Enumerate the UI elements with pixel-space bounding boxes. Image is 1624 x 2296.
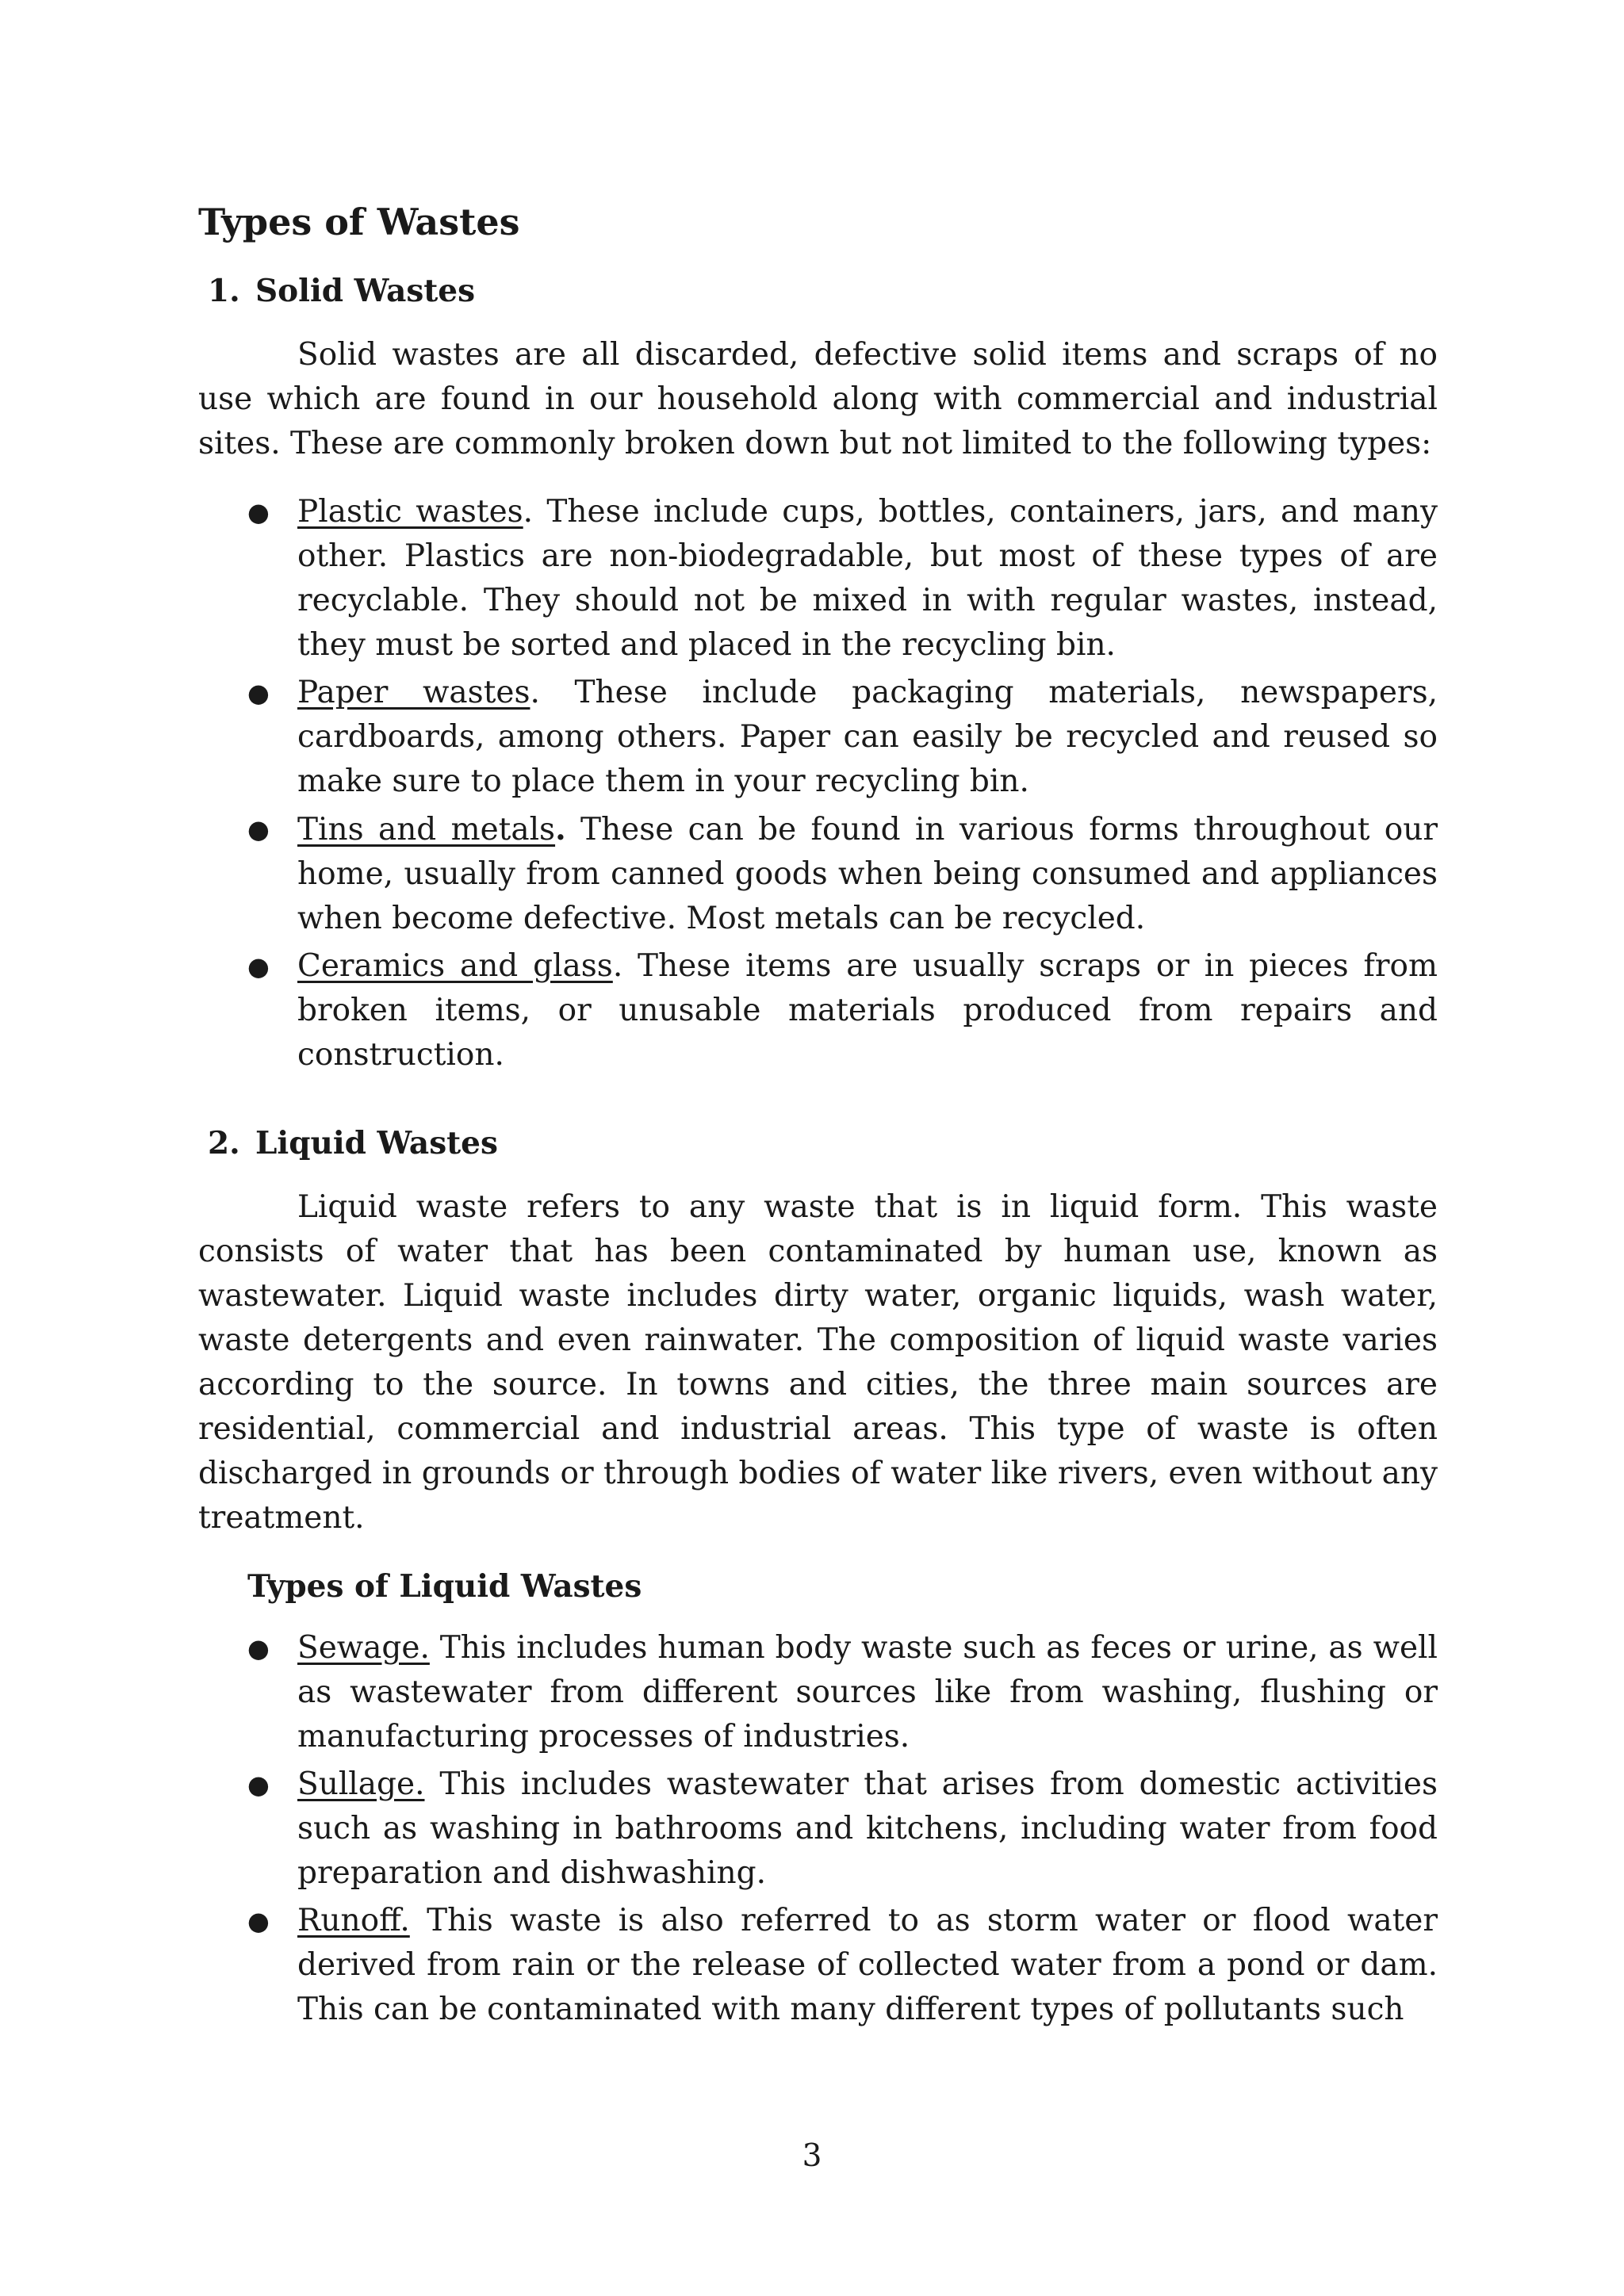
list-item-text: These include packaging materials, newspapers, cardboards, among others. Paper can easily be recycled and reused so make sure to place them in your recycling bin. bbox=[297, 675, 1438, 799]
list-item bbox=[198, 1626, 1438, 1759]
list-item-sep: . bbox=[523, 494, 534, 530]
solid-wastes-intro: Solid wastes are all discarded, defective solid items and scraps of no use which are found in our household along with commercial and industrial sites. These are commonly broken down but not limited to the following types: bbox=[198, 337, 1438, 461]
liquid-wastes-intro: Liquid waste refers to any waste that is in liquid form. This waste consists of water that has been contaminated by human use, known as wastewater. Liquid waste includes dirty water, organic liquids, wash water, waste detergents and even rainwater. The composition of liquid waste varies according to the source. In towns and cities, the three main sources are residential, commercial and industrial areas. This type of waste is often discharged in grounds or through bodies of water like rivers, even without any treatment. bbox=[198, 1189, 1438, 1536]
bullet-icon: ● bbox=[247, 1906, 270, 1936]
list-item-text: This includes human body waste such as feces or urine, as well as wastewater from different sources like from washing, flushing or manufacturing processes of industries. bbox=[297, 1630, 1438, 1755]
list-item-term: Runoff. bbox=[297, 1903, 410, 1938]
list-item-text: These include cups, bottles, containers, jars, and many other. Plastics are non-biodegradable, but most of these types of are recyclable. They should not be mixed in with regular wastes, instead, they must be sorted and placed in the recycling bin. bbox=[297, 494, 1438, 663]
section-title: Solid Wastes bbox=[255, 273, 476, 309]
liquid-wastes-subheading: Types of Liquid Wastes bbox=[247, 1568, 642, 1605]
list-item-sep: . bbox=[612, 948, 623, 984]
bullet-icon: ● bbox=[247, 1770, 270, 1800]
section-spacer bbox=[198, 1081, 1438, 1122]
solid-wastes-list bbox=[198, 490, 1438, 1077]
list-item-text: These can be found in various forms throughout our home, usually from canned goods when being consumed and appliances when become defective. Most metals can be recycled. bbox=[297, 812, 1438, 936]
list-item-term: Sewage. bbox=[297, 1630, 430, 1666]
list-item bbox=[198, 944, 1438, 1077]
section-title: Liquid Wastes bbox=[255, 1125, 498, 1161]
list-item-sep: . bbox=[530, 675, 540, 710]
list-item-term: Ceramics and glass bbox=[297, 948, 613, 984]
list-item-term: Plastic wastes bbox=[297, 494, 523, 530]
bullet-icon: ● bbox=[247, 497, 270, 527]
bullet-icon: ● bbox=[247, 814, 270, 844]
list-item-text: This includes wastewater that arises from domestic activities such as washing in bathrooms and kitchens, including water from food preparation and dishwashing. bbox=[297, 1766, 1438, 1891]
list-item bbox=[198, 490, 1438, 668]
section-heading-solid-wastes bbox=[208, 270, 1438, 312]
bullet-icon: ● bbox=[247, 1633, 270, 1663]
page-number: 3 bbox=[802, 2138, 822, 2174]
list-item-text: These items are usually scraps or in pieces from broken items, or unusable materials produced from repairs and construction. bbox=[297, 948, 1438, 1073]
list-item-term: Paper wastes bbox=[297, 675, 530, 710]
bullet-icon: ● bbox=[247, 678, 270, 708]
page-title: Types of Wastes bbox=[198, 201, 520, 243]
list-item bbox=[198, 807, 1438, 941]
liquid-wastes-list bbox=[198, 1626, 1438, 2032]
bullet-icon: ● bbox=[247, 951, 270, 982]
list-item-term: Tins and metals bbox=[297, 812, 556, 848]
list-item-text: This waste is also referred to as storm water or flood water derived from rain or the release of collected water from a pond or dam. This can be contaminated with many different types of pollutants such bbox=[297, 1903, 1438, 2027]
list-item bbox=[198, 671, 1438, 804]
list-item-sep: . bbox=[555, 811, 566, 848]
list-item bbox=[198, 1762, 1438, 1896]
section-heading-liquid-wastes bbox=[208, 1122, 1438, 1165]
section-number: 1. bbox=[208, 273, 240, 309]
list-item-term: Sullage. bbox=[297, 1766, 425, 1802]
list-item bbox=[198, 1899, 1438, 2032]
section-number: 2. bbox=[208, 1125, 240, 1161]
document-page bbox=[198, 197, 1438, 2035]
